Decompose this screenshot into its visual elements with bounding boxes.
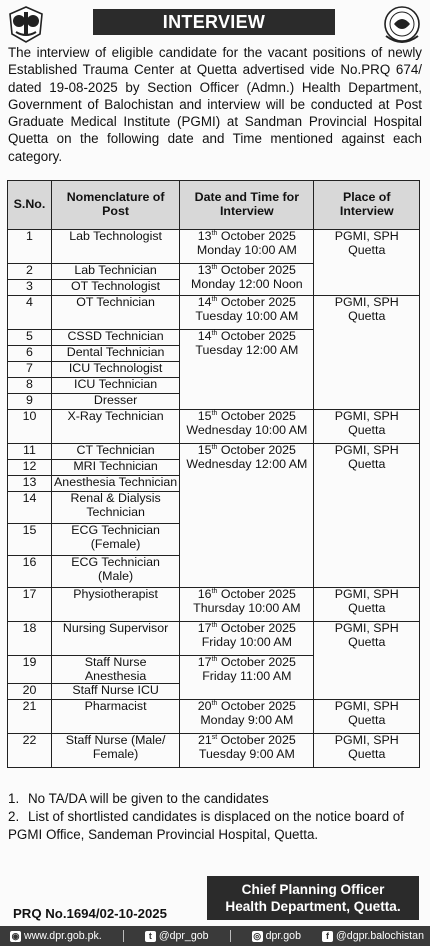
row-number: 9 xyxy=(8,394,52,410)
table-row xyxy=(8,734,420,768)
note-text: No TA/DA will be given to the candidates xyxy=(28,791,269,806)
page-title: INTERVIEW xyxy=(93,9,335,35)
list-item: 2. List of shortlisted candidates is displaced on the notice board of xyxy=(8,809,404,824)
row-number: 21 xyxy=(8,700,52,734)
post-name: Pharmacist xyxy=(51,700,179,734)
row-number: 3 xyxy=(8,280,52,296)
instagram-icon: ◎ xyxy=(253,930,262,941)
post-name: ICU Technician xyxy=(51,378,179,394)
header-place: Place of Interview xyxy=(314,181,420,230)
row-number: 2 xyxy=(8,264,52,280)
interview-date: 15th October 2025 Wednesday 10:00 AM xyxy=(180,410,314,444)
post-name: Staff Nurse ICU xyxy=(51,684,179,700)
row-number: 17 xyxy=(8,588,52,622)
interview-schedule-table xyxy=(7,180,420,768)
post-name: Anesthesia Technician xyxy=(51,476,179,492)
footer-website[interactable]: ◉ www.dpr.gob.pk. xyxy=(11,930,102,942)
post-name: Nursing Supervisor xyxy=(51,622,179,656)
interview-date: 14th October 2025 Tuesday 10:00 AM xyxy=(180,296,314,330)
interview-date: 16th October 2025 Thursday 10:00 AM xyxy=(180,588,314,622)
interview-place: PGMI, SPH Quetta xyxy=(314,444,420,588)
header-post: Nomenclature of Post xyxy=(51,181,179,230)
intro-line: category. xyxy=(8,148,63,164)
table-row xyxy=(8,444,420,460)
interview-place: PGMI, SPH Quetta xyxy=(314,734,420,768)
intro-paragraph xyxy=(8,44,422,165)
row-number: 13 xyxy=(8,476,52,492)
table-row xyxy=(8,296,420,330)
intro-line: The interview of eligible candidate for the vacant positions of newly xyxy=(8,45,422,60)
post-name: OT Technician xyxy=(51,296,179,330)
note-text: List of shortlisted candidates is displaced on the notice board of xyxy=(28,809,404,824)
interview-place: PGMI, SPH Quetta xyxy=(314,622,420,700)
row-number: 14 xyxy=(8,492,52,524)
post-name: ICU Technologist xyxy=(51,362,179,378)
post-name: CSSD Technician xyxy=(51,330,179,346)
interview-date: 20th October 2025 Monday 9:00 AM xyxy=(180,700,314,734)
footer-instagram[interactable]: ◎ dpr.gob xyxy=(253,930,301,942)
interview-place: PGMI, SPH Quetta xyxy=(314,410,420,444)
row-number: 8 xyxy=(8,378,52,394)
footer-divider xyxy=(230,930,231,942)
interview-date: 17th October 2025 Friday 10:00 AM xyxy=(180,622,314,656)
interview-date: 13th October 2025 Monday 12:00 Noon xyxy=(180,264,314,296)
intro-line: Quetta on the following date and Time mentioned against each xyxy=(8,131,422,147)
post-name: Physiotherapist xyxy=(51,588,179,622)
row-number: 19 xyxy=(8,656,52,684)
interview-place: PGMI, SPH Quetta xyxy=(314,296,420,410)
post-name: Dental Technician xyxy=(51,346,179,362)
row-number: 22 xyxy=(8,734,52,768)
intro-line: Established Trauma Center at Quetta advertised vide No.PRQ 674/ xyxy=(8,62,422,78)
row-number: 7 xyxy=(8,362,52,378)
interview-place: PGMI, SPH Quetta xyxy=(314,588,420,622)
row-number: 20 xyxy=(8,684,52,700)
row-number: 6 xyxy=(8,346,52,362)
facebook-icon: f xyxy=(322,931,333,942)
post-name: OT Technologist xyxy=(51,280,179,296)
post-name: ECG Technician (Male) xyxy=(51,556,179,588)
table-row xyxy=(8,700,420,734)
interview-place: PGMI, SPH Quetta xyxy=(314,230,420,296)
notes-list xyxy=(8,790,422,844)
note-text: PGMI Office, Sandeman Provincial Hospital, Quetta. xyxy=(8,827,319,842)
post-name: Staff Nurse (Male/ Female) xyxy=(51,734,179,768)
row-number: 18 xyxy=(8,622,52,656)
footer-twitter[interactable]: t @dpr_gob xyxy=(145,930,209,942)
twitter-icon: t xyxy=(145,931,156,942)
health-department-seal-icon xyxy=(380,4,424,44)
row-number: 5 xyxy=(8,330,52,346)
row-number: 4 xyxy=(8,296,52,330)
post-name: X-Ray Technician xyxy=(51,410,179,444)
footer-divider xyxy=(123,930,124,942)
signatory-department: Health Department, Quetta. xyxy=(225,899,401,914)
post-name: MRI Technician xyxy=(51,460,179,476)
interview-date: 15th October 2025 Wednesday 12:00 AM xyxy=(180,444,314,588)
row-number: 1 xyxy=(8,230,52,264)
interview-date: 14th October 2025 Tuesday 12:00 AM xyxy=(180,330,314,410)
row-number: 12 xyxy=(8,460,52,476)
prq-number: PRQ No.1694/02-10-2025 xyxy=(13,906,167,921)
signatory-title: Chief Planning Officer xyxy=(241,882,385,897)
globe-icon: ◉ xyxy=(11,930,20,941)
table-header-row xyxy=(8,181,420,230)
table-row xyxy=(8,230,420,264)
table-row xyxy=(8,410,420,444)
interview-date: 17th October 2025 Friday 11:00 AM xyxy=(180,656,314,700)
row-number: 15 xyxy=(8,524,52,556)
interview-date: 13th October 2025 Monday 10:00 AM xyxy=(180,230,314,264)
signature-block xyxy=(207,876,419,920)
post-name: ECG Technician (Female) xyxy=(51,524,179,556)
row-number: 11 xyxy=(8,444,52,460)
row-number: 16 xyxy=(8,556,52,588)
interview-place: PGMI, SPH Quetta xyxy=(314,700,420,734)
post-name: Lab Technician xyxy=(51,264,179,280)
footer-facebook[interactable]: f @dgpr.balochistan xyxy=(322,930,424,942)
header-sno: S.No. xyxy=(8,181,52,230)
header-date: Date and Time for Interview xyxy=(180,181,314,230)
table-row xyxy=(8,588,420,622)
list-item: 1. No TA/DA will be given to the candidates xyxy=(8,791,269,806)
post-name: Renal & Dialysis Technician xyxy=(51,492,179,524)
govt-balochistan-emblem-icon xyxy=(4,4,48,44)
post-name: Staff Nurse Anesthesia xyxy=(51,656,179,684)
table-row xyxy=(8,622,420,656)
list-item xyxy=(8,826,422,844)
row-number: 10 xyxy=(8,410,52,444)
post-name: Dresser xyxy=(51,394,179,410)
post-name: CT Technician xyxy=(51,444,179,460)
post-name: Lab Technologist xyxy=(51,230,179,264)
interview-date: 21st October 2025 Tuesday 9:00 AM xyxy=(180,734,314,768)
footer-bar xyxy=(0,926,430,946)
intro-line: Graduate Medical Institute (PGMI) at Sandman Provincial Hospital xyxy=(8,114,422,130)
intro-line: dated 19-08-2025 by Section Officer (Admn.) Health Department, xyxy=(8,79,422,95)
intro-line: Government of Balochistan and interview will be conducted at Post xyxy=(8,96,422,112)
